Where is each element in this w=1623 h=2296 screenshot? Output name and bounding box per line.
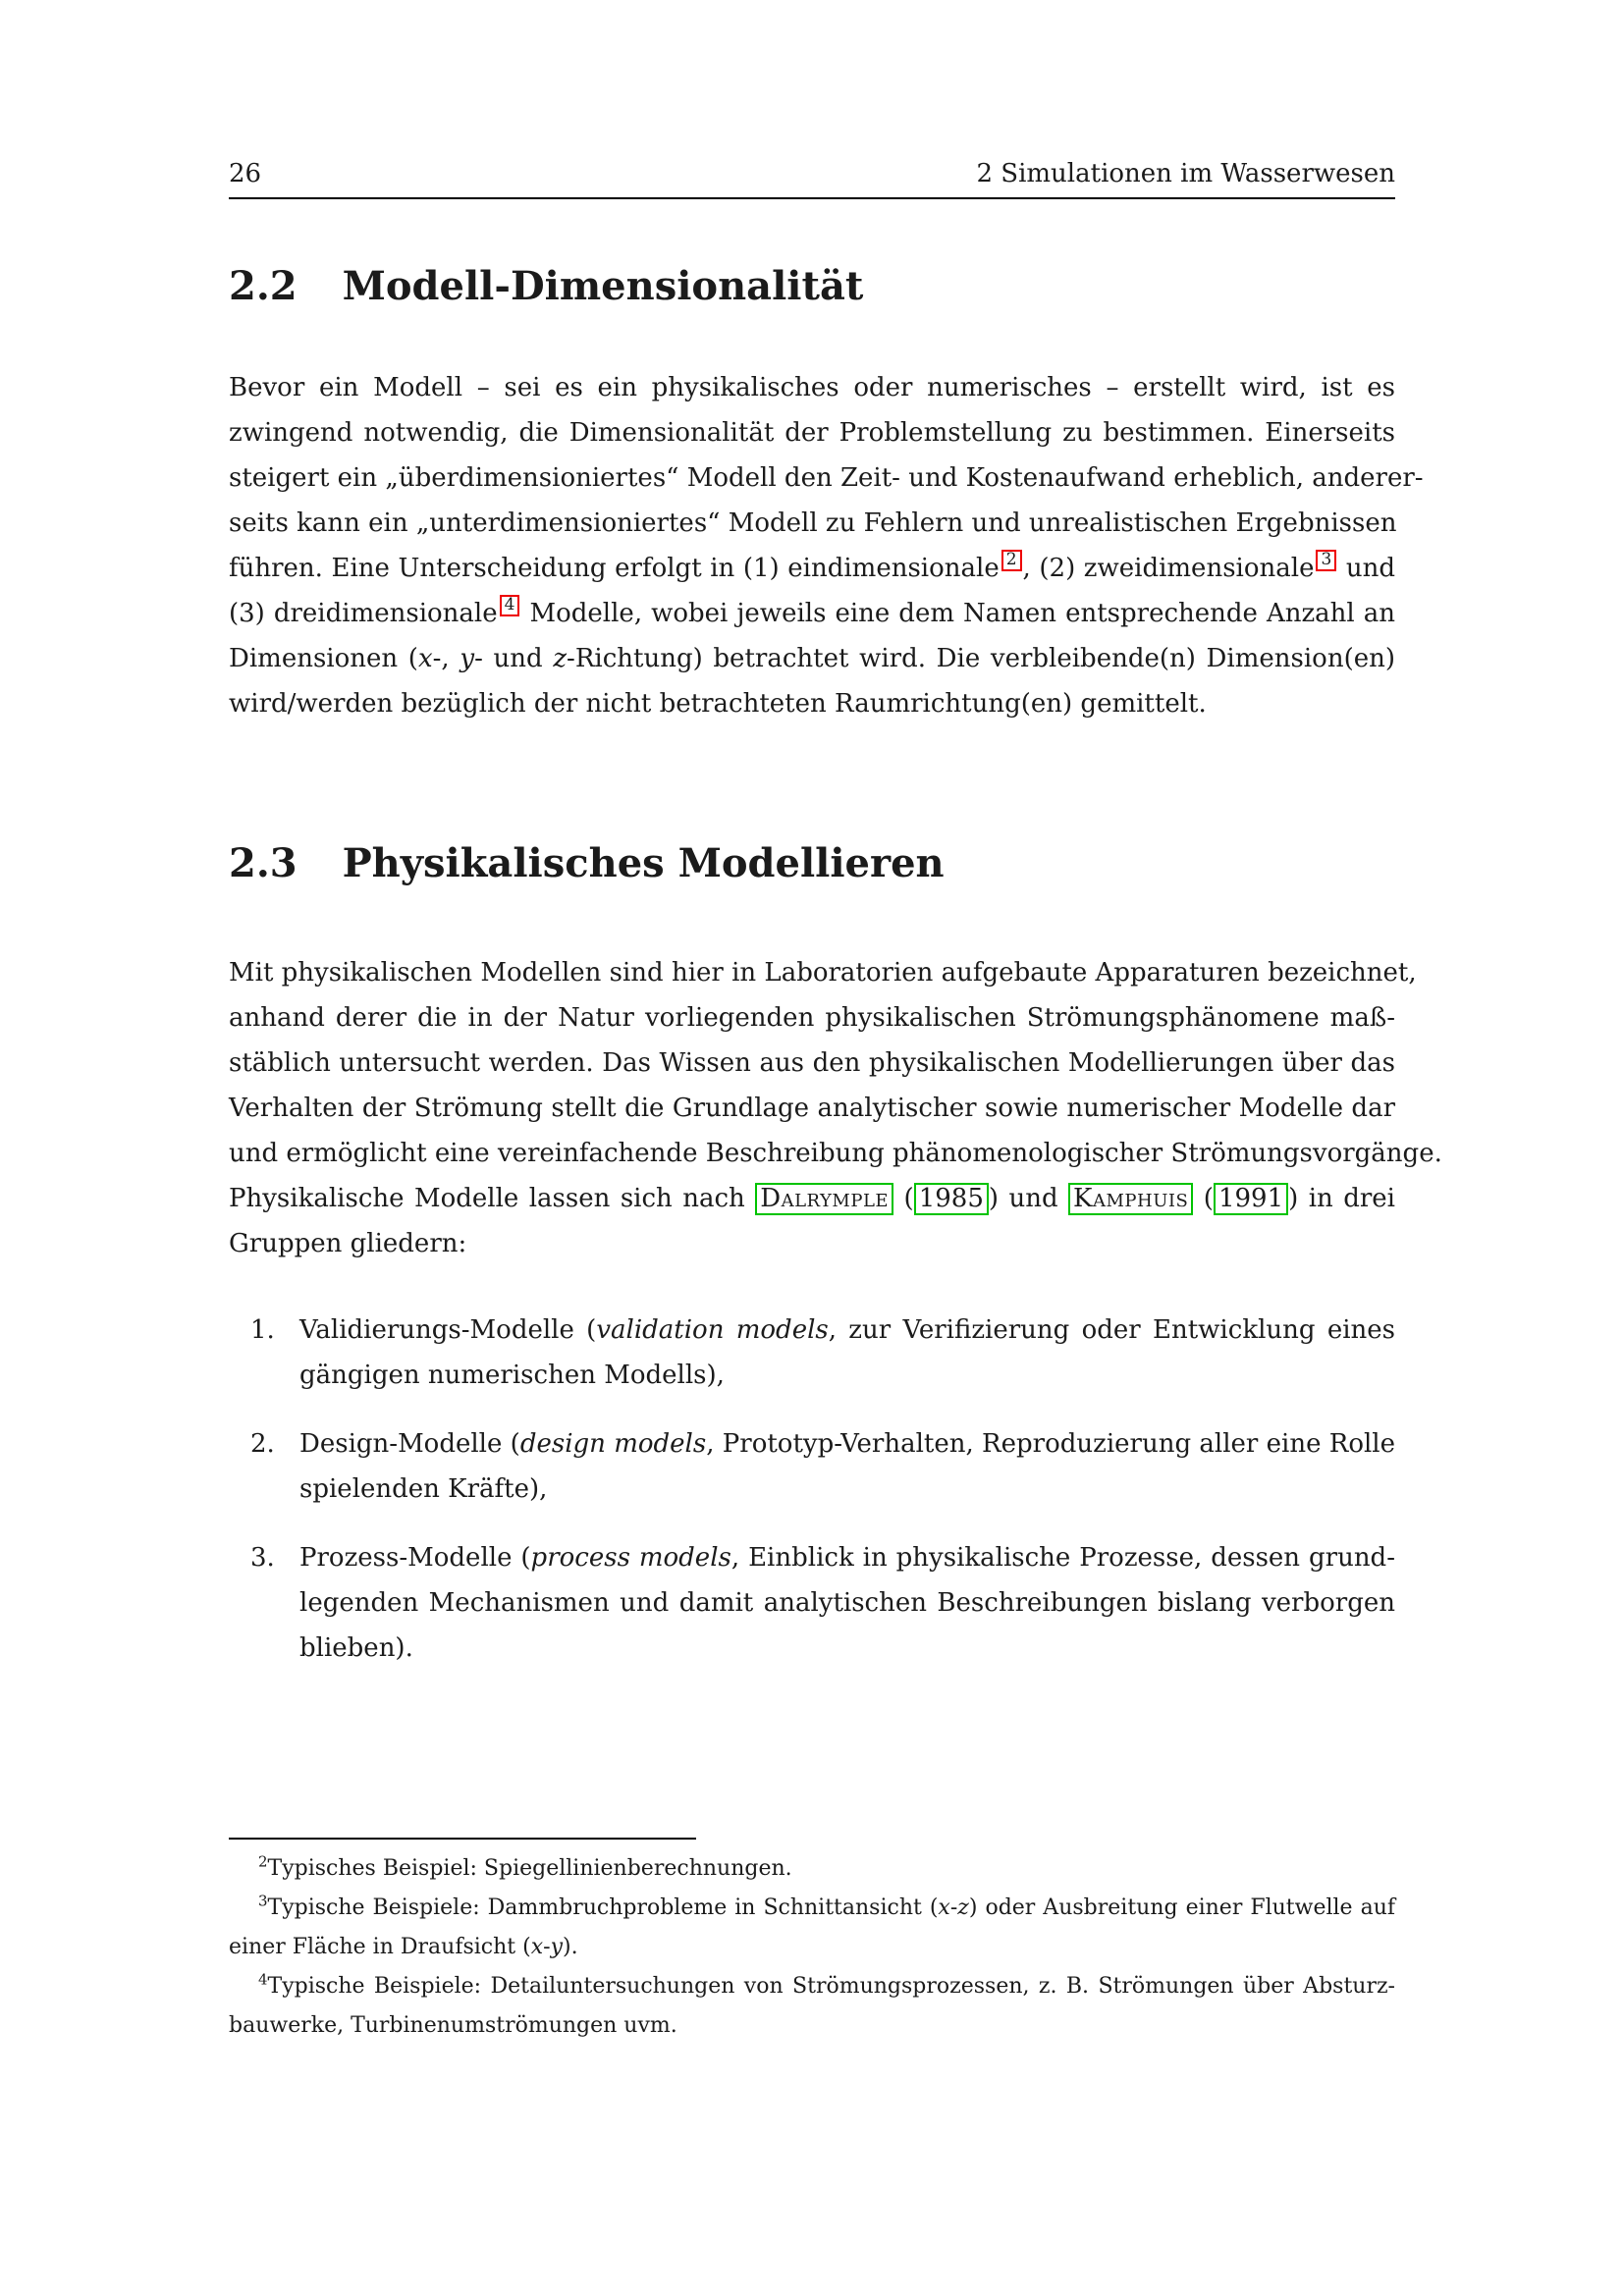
section-heading-2-2 <box>229 263 863 309</box>
text: Typische Beispiele: Dammbruchprobleme in Schnittansicht ( <box>267 1896 939 1920</box>
text: und ermöglicht eine vereinfachende Beschreibung phänomenologischer Strömungsvorgänge. <box>229 1139 1442 1168</box>
text: Typische Beispiele: Detailuntersuchungen von Strömungsprozessen, z. B. Strömungen über Absturz- <box>267 1974 1395 1999</box>
text-line <box>229 501 1395 546</box>
footnote-marker: 4 <box>258 1970 268 1989</box>
text-line <box>299 1626 1395 1671</box>
text-line <box>229 2006 1395 2046</box>
text: gängigen numerischen Modells), <box>299 1361 725 1390</box>
list-item-number: 1. <box>250 1315 275 1345</box>
text-line <box>299 1421 1395 1467</box>
text-line <box>229 1849 1395 1889</box>
text: Bevor ein Modell – sei es ein physikalisches oder numerisches – erstellt wird, ist es <box>229 373 1395 402</box>
header-rule <box>229 197 1395 199</box>
text: - <box>949 1896 958 1920</box>
text: , (2) zweidimensionale <box>1022 554 1315 583</box>
italic-text: y <box>550 1935 563 1959</box>
list-item-validation-models <box>229 1308 1395 1398</box>
text-line <box>229 546 1395 591</box>
italic-text: design models <box>519 1429 707 1459</box>
footnote-ref-link[interactable]: 3 <box>1316 550 1336 571</box>
text: ( <box>893 1184 914 1213</box>
text-line <box>229 410 1395 455</box>
text-line <box>299 1353 1395 1398</box>
text: , Einblick in physikalische Prozesse, dessen grund- <box>730 1543 1395 1573</box>
text-line <box>229 995 1395 1041</box>
text: steigert ein „überdimensioniertes“ Modell den Zeit- und Kostenaufwand erheblich, anderer- <box>229 463 1424 493</box>
text: Dimensionen ( <box>229 644 418 673</box>
section-heading-2-3 <box>229 840 945 886</box>
footnote-2 <box>229 1849 1395 1889</box>
italic-text: z <box>553 644 568 673</box>
text: Design-Modelle ( <box>299 1429 520 1459</box>
text: ) oder Ausbreitung einer Flutwelle auf <box>968 1896 1396 1920</box>
footnote-ref-link[interactable]: 2 <box>1001 550 1022 571</box>
text: zwingend notwendig, die Dimensionalität der Problemstellung zu bestimmen. Einerseits <box>229 418 1395 448</box>
text-line <box>299 1467 1395 1512</box>
text: -, <box>432 644 460 673</box>
text-line <box>229 950 1417 995</box>
text-line <box>229 1928 1395 1967</box>
section-number: 2.3 <box>229 840 298 886</box>
list-item-number: 3. <box>250 1543 275 1573</box>
text: ) und <box>988 1184 1069 1213</box>
paragraph-model-dimensionality <box>229 365 1424 726</box>
text-line <box>229 1041 1395 1086</box>
text: einer Fläche in Draufsicht ( <box>229 1935 531 1959</box>
text-line <box>299 1308 1395 1353</box>
text: Modelle, wobei jeweils eine dem Namen entsprechende Anzahl an <box>520 599 1395 628</box>
text-line <box>229 1889 1395 1928</box>
text: -Richtung) betrachtet wird. Die verbleibende(n) Dimension(en) <box>567 644 1395 673</box>
citation-link[interactable]: Dalrymple <box>755 1183 893 1215</box>
text: legenden Mechanismen und damit analytischen Beschreibungen bislang verborgen <box>299 1588 1395 1618</box>
footnote-3 <box>229 1889 1395 1967</box>
text-line <box>229 591 1395 636</box>
text: Verhalten der Strömung stellt die Grundlage analytischer sowie numerischer Modelle dar <box>229 1094 1395 1123</box>
section-number: 2.2 <box>229 263 298 309</box>
text: ( <box>1193 1184 1214 1213</box>
section-title: Modell-Dimensionalität <box>342 263 864 309</box>
text-line <box>229 636 1395 681</box>
text: - <box>543 1935 551 1959</box>
text: und <box>1337 554 1395 583</box>
list-item-text <box>299 1421 1395 1512</box>
text: - und <box>474 644 554 673</box>
italic-text: z <box>957 1896 969 1920</box>
text-line <box>229 365 1395 410</box>
text: Prozess-Modelle ( <box>299 1543 531 1573</box>
section-title: Physikalisches Modellieren <box>342 840 945 886</box>
text: spielenden Kräfte), <box>299 1474 548 1504</box>
text-line <box>299 1535 1395 1580</box>
text-line <box>229 1131 1442 1176</box>
text-line <box>229 455 1424 501</box>
list-item-text <box>299 1308 1395 1398</box>
italic-text: validation models <box>596 1315 829 1345</box>
italic-text: x <box>530 1935 544 1959</box>
text: wird/werden bezüglich der nicht betrachteten Raumrichtung(en) gemittelt. <box>229 689 1207 719</box>
page-number: 26 <box>229 159 262 188</box>
text-line <box>229 1967 1395 2006</box>
citation-year-link[interactable]: 1985 <box>914 1183 989 1215</box>
italic-text: x <box>938 1896 950 1920</box>
text: stäblich untersucht werden. Das Wissen aus den physikalischen Modellierungen über das <box>229 1048 1395 1078</box>
text: Physikalische Modelle lassen sich nach <box>229 1184 756 1213</box>
text: , Prototyp-Verhalten, Reproduzierung aller eine Rolle <box>706 1429 1396 1459</box>
list-item-process-models <box>229 1535 1395 1671</box>
text-line <box>299 1580 1395 1626</box>
text: Typisches Beispiel: Spiegellinienberechnungen. <box>267 1856 792 1881</box>
text: ) in drei <box>1288 1184 1395 1213</box>
text: bauwerke, Turbinenumströmungen uvm. <box>229 2013 677 2038</box>
text: ). <box>563 1935 578 1959</box>
list-item-design-models <box>229 1421 1395 1512</box>
text-line <box>229 681 1395 726</box>
text: , zur Verifizierung oder Entwicklung eines <box>828 1315 1395 1345</box>
footnote-4 <box>229 1967 1395 2046</box>
italic-text: process models <box>530 1543 731 1573</box>
list-item-text <box>299 1535 1395 1671</box>
citation-year-link[interactable]: 1991 <box>1214 1183 1288 1215</box>
footnote-ref-link[interactable]: 4 <box>500 595 520 616</box>
text-line <box>229 1176 1395 1221</box>
footnote-marker: 2 <box>258 1852 268 1871</box>
footnote-rule <box>229 1838 696 1840</box>
text: anhand derer die in der Natur vorliegenden physikalischen Strömungsphänomene maß- <box>229 1003 1395 1033</box>
running-chapter-title: 2 Simulationen im Wasserwesen <box>976 159 1395 188</box>
text: (3) dreidimensionale <box>229 599 498 628</box>
paragraph-physical-modelling <box>229 950 1442 1266</box>
text: führen. Eine Unterscheidung erfolgt in (1) eindimensionale <box>229 554 1000 583</box>
text: Mit physikalischen Modellen sind hier in Laboratorien aufgebaute Apparaturen bezeichnet, <box>229 958 1417 988</box>
italic-text: x <box>417 644 433 673</box>
italic-text: y <box>460 644 475 673</box>
text: Gruppen gliedern: <box>229 1229 467 1258</box>
citation-link[interactable]: Kamphuis <box>1068 1183 1193 1215</box>
text: blieben). <box>299 1633 413 1663</box>
text: Validierungs-Modelle ( <box>299 1315 597 1345</box>
text: seits kann ein „unterdimensioniertes“ Modell zu Fehlern und unrealistischen Ergebnissen <box>229 508 1397 538</box>
footnote-marker: 3 <box>258 1892 268 1910</box>
list-item-number: 2. <box>250 1429 275 1459</box>
text-line <box>229 1086 1395 1131</box>
text-line <box>229 1221 1395 1266</box>
